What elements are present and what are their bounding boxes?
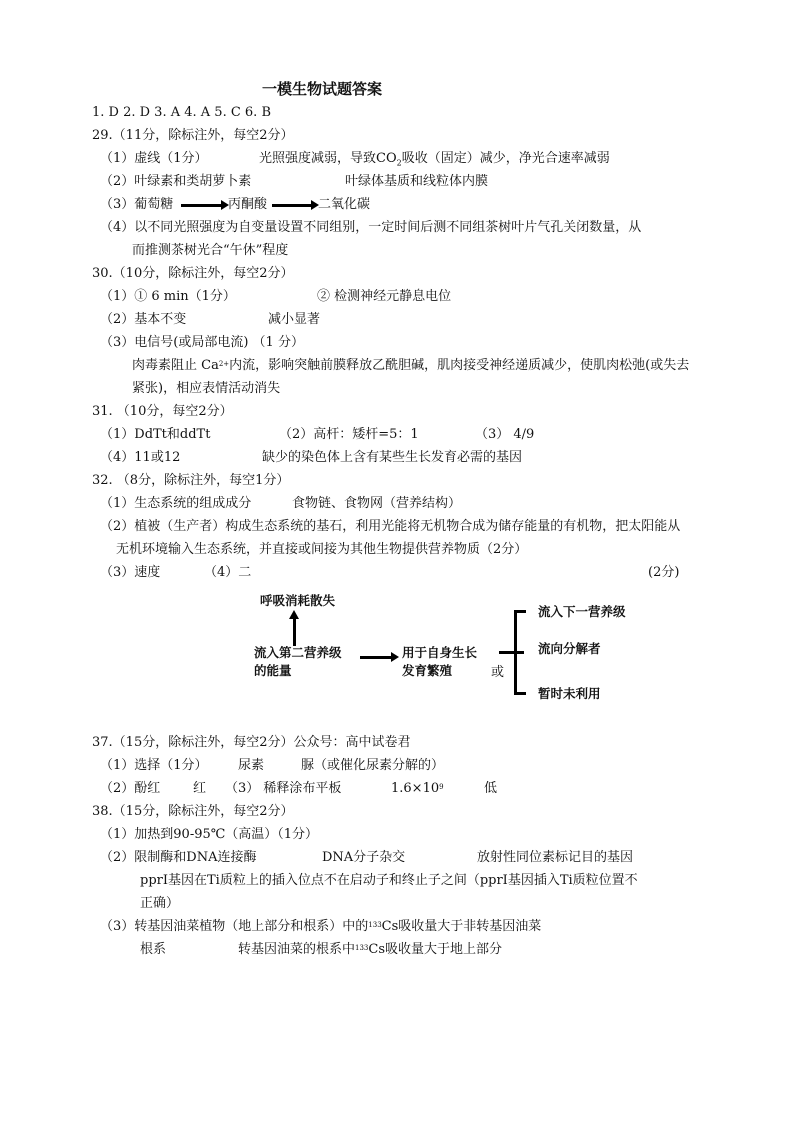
q38-4a-tail: Cs吸收量大于非转基因油菜	[381, 919, 542, 934]
q38-answer-2c: 放射性同位素标记目的基因	[477, 850, 634, 865]
node-input-energy-1: 流入第二营养级	[254, 645, 342, 660]
q37-answer-2d	[391, 780, 444, 798]
q30-4a-tail: 内流，影响突触前膜释放乙酰胆碱，肌肉接受神经递质减少，使肌肉松弛(或失去	[229, 358, 690, 373]
q38-answer-4a	[100, 918, 541, 936]
q29-answer-1a: （1）虚线（1分）	[100, 151, 208, 166]
q37-2d-text: 1.6×10	[391, 781, 440, 796]
q38-answer-5b	[238, 941, 502, 959]
q37-answer-2b: 红	[193, 781, 207, 796]
arrow-right-icon	[360, 656, 392, 659]
q30-4a-text: 肉毒素阻止 Ca	[132, 358, 219, 373]
node-decomposer: 流向分解者	[538, 641, 601, 656]
q31-heading: 31. （10分，每空2分）	[92, 404, 233, 419]
q29-1b-tail: 吸收（固定）减少，净光合速率减弱	[401, 151, 610, 166]
node-respiration: 呼吸消耗散失	[260, 593, 336, 608]
q31-answer-1c: （3） 4/9	[475, 427, 535, 442]
q37-answer-2a: （2）酚红	[100, 781, 161, 796]
q32-heading: 32. （8分，除标注外，每空1分）	[92, 473, 290, 488]
ca-superscript: 2+	[218, 360, 230, 368]
q38-4a-text: （3）转基因油菜植物（地上部分和根系）中的	[100, 919, 369, 934]
q38-answer-5a: 根系	[140, 942, 167, 957]
q32-answer-2a: （2）植被（生产者）构成生态系统的基石，利用光能将无机物合成为储存能量的有机物，把太阳能从	[100, 519, 681, 534]
q38-answer-3b: 正确）	[140, 896, 180, 911]
q32-answer-1b: 食物链、食物网（营养结构）	[292, 496, 462, 511]
q29-answer-1b	[259, 150, 610, 173]
q30-answer-2b: 减小显著	[268, 312, 321, 327]
bracket-middle	[499, 651, 524, 654]
arrow-right-icon	[272, 204, 312, 207]
node-input-energy-2: 的能量	[254, 663, 292, 678]
arrow-up-shaft	[293, 618, 296, 646]
q38-5b-tail: Cs吸收量大于地上部分	[368, 942, 503, 957]
exponent-superscript: 9	[439, 783, 444, 791]
q37-heading: 37.（15分，除标注外，每空2分）公众号：高中试卷君	[92, 735, 411, 750]
q29-answer-2a: （2）叶绿素和类胡萝卜素	[100, 174, 252, 189]
isotope-superscript: 133	[368, 921, 382, 929]
q29-answer-3a: （3）葡萄糖	[100, 197, 174, 212]
co2-subscript: 2	[396, 158, 402, 168]
q32-answer-2b: 无机环境输入生态系统，并直接或间接为其他生物提供营养物质（2分）	[116, 542, 528, 557]
q30-answer-1b: ② 检测神经元静息电位	[317, 289, 452, 304]
q32-answer-3b: （4）二	[204, 565, 252, 580]
q31-answer-1b: （2）高杆：矮杆=5：1	[279, 427, 419, 442]
node-unused: 暂时未利用	[538, 686, 601, 701]
q30-answer-4a	[132, 357, 689, 375]
q32-answer-3a: （3）速度	[100, 565, 161, 580]
or-label: 或	[491, 665, 505, 680]
q29-answer-3c: 二氧化碳	[318, 197, 371, 212]
q31-answer-1a: （1）DdTt和ddTt	[100, 427, 211, 442]
q37-answer-1a: （1）选择（1分）	[100, 758, 208, 773]
isotope-superscript: 133	[355, 944, 369, 952]
q37-answer-1b: 尿素	[238, 758, 265, 773]
q29-answer-2b: 叶绿体基质和线粒体内膜	[345, 174, 489, 189]
bracket-bottom	[514, 692, 526, 695]
q38-heading: 38.（15分，除标注外，每空2分）	[92, 804, 294, 819]
q37-answer-2e: 低	[484, 781, 498, 796]
q38-answer-2b: DNA分子杂交	[322, 850, 406, 865]
node-growth-2: 发育繁殖	[402, 663, 453, 678]
q31-answer-2a: （4）11或12	[100, 450, 181, 465]
q29-answer-3b: 丙酮酸	[228, 197, 268, 212]
q29-answer-4b: 而推测茶树光合“午休”程度	[132, 243, 289, 258]
q29-answer-4a: （4）以不同光照强度为自变量设置不同组别，一定时间后测不同组茶树叶片气孔关闭数量，从	[100, 220, 642, 235]
q32-score-note: (2分)	[648, 565, 680, 580]
bracket-top	[514, 610, 526, 613]
q38-5b-text: 转基因油菜的根系中	[238, 942, 356, 957]
q29-1b-text: 光照强度减弱，导致CO	[259, 151, 397, 166]
q37-answer-2c: （3） 稀释涂布平板	[225, 781, 342, 796]
q38-answer-3a: pprⅠ基因在Ti质粒上的插入位点不在启动子和终止子之间（pprⅠ基因插入Ti质粒位置不	[140, 873, 638, 888]
q31-answer-2b: 缺少的染色体上含有某些生长发育必需的基因	[262, 450, 523, 465]
q30-answer-1a: （1）① 6 min（1分）	[100, 289, 236, 304]
multiple-choice-answers: 1. D 2. D 3. A 4. A 5. C 6. B	[92, 105, 271, 120]
node-growth-1: 用于自身生长	[402, 645, 478, 660]
q30-answer-4b: 紧张)，相应表情活动消失	[132, 381, 281, 396]
q30-answer-2a: （2）基本不变	[100, 312, 187, 327]
page-title: 一模生物试题答案	[262, 80, 383, 98]
q32-answer-1a: （1）生态系统的组成成分	[100, 496, 252, 511]
q38-answer-2a: （2）限制酶和DNA连接酶	[100, 850, 257, 865]
q30-answer-3: （3）电信号(或局部电流) （1 分）	[100, 335, 304, 350]
q29-heading: 29.（11分，除标注外，每空2分）	[92, 128, 294, 143]
q30-heading: 30.（10分，除标注外，每空2分）	[92, 266, 294, 281]
arrow-right-icon	[181, 204, 222, 207]
node-next-level: 流入下一营养级	[538, 604, 626, 619]
q38-answer-1: （1）加热到90-95℃（高温）（1分）	[100, 827, 319, 842]
q37-answer-1c: 脲（或催化尿素分解的）	[301, 758, 445, 773]
